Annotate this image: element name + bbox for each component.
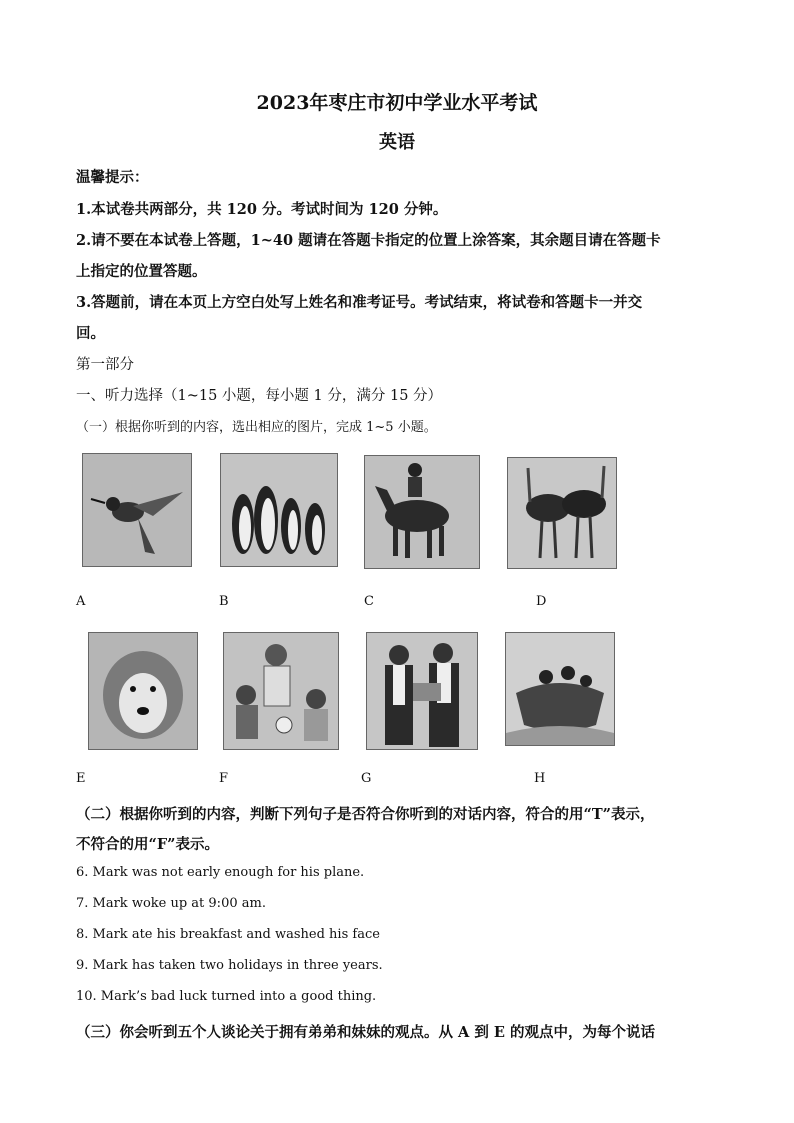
picture-c-label: C xyxy=(364,594,374,609)
sub-section-3-line-1: （三）你会听到五个人谈论关于拥有弟弟和妹妹的观点。从 A 到 E 的观点中，为每个说话 xyxy=(76,1024,655,1041)
statement-9: 9. Mark has taken two holidays in three years. xyxy=(76,958,383,973)
picture-h xyxy=(505,632,615,746)
sub-section-2-line-1: （二）根据你听到的内容，判断下列句子是否符合你听到的对话内容，符合的用“T”表示， xyxy=(76,806,655,823)
picture-b-label: B xyxy=(219,594,229,609)
tip-3-line-2: 回。 xyxy=(76,325,105,342)
picture-a xyxy=(82,453,192,567)
penguins-icon xyxy=(221,454,337,566)
picture-e xyxy=(88,632,198,750)
picture-f-label: F xyxy=(219,771,229,786)
picture-f xyxy=(223,632,339,750)
part-1-heading: 第一部分 xyxy=(76,357,134,373)
sub-section-2-line-2: 不符合的用“F”表示。 xyxy=(76,836,219,853)
statement-7: 7. Mark woke up at 9:00 am. xyxy=(76,896,266,911)
picture-a-label: A xyxy=(76,594,86,609)
picture-c xyxy=(364,455,480,569)
two-men-reading-icon xyxy=(367,633,477,749)
hummingbird-icon xyxy=(83,454,191,566)
picture-h-label: H xyxy=(534,771,546,786)
tip-1: 1.本试卷共两部分，共 120 分。考试时间为 120 分钟。 xyxy=(76,201,448,218)
statement-10: 10. Mark’s bad luck turned into a good thing. xyxy=(76,989,377,1004)
section-1-heading: 一、听力选择（1~15 小题，每小题 1 分，满分 15 分） xyxy=(76,388,443,404)
statement-6: 6. Mark was not early enough for his plane. xyxy=(76,865,365,880)
tip-2-line-2: 上指定的位置答题。 xyxy=(76,263,207,280)
ostriches-icon xyxy=(508,458,616,568)
tip-3-line-1: 3.答题前，请在本页上方空白处写上姓名和准考证号。考试结束，将试卷和答题卡一并交 xyxy=(76,294,643,311)
exam-title: 2023年枣庄市初中学业水平考试 xyxy=(256,92,538,114)
tip-2-line-1: 2.请不要在本试卷上答题，1~40 题请在答题卡指定的位置上涂答案，其余题目请在答题卡 xyxy=(76,232,661,249)
exam-subject: 英语 xyxy=(379,132,415,153)
tips-heading: 温馨提示： xyxy=(76,169,149,186)
statement-8: 8. Mark ate his breakfast and washed his face xyxy=(76,927,380,942)
picture-b xyxy=(220,453,338,567)
picture-d-label: D xyxy=(536,594,547,609)
picture-e-label: E xyxy=(76,771,86,786)
picture-g xyxy=(366,632,478,750)
sub-section-1-instruction: （一）根据你听到的内容，选出相应的图片，完成 1~5 小题。 xyxy=(76,420,437,435)
picture-d xyxy=(507,457,617,569)
family-icon xyxy=(224,633,338,749)
picture-g-label: G xyxy=(361,771,372,786)
dog-icon xyxy=(89,633,197,749)
boat-people-icon xyxy=(506,633,614,745)
horse-rider-icon xyxy=(365,456,479,568)
